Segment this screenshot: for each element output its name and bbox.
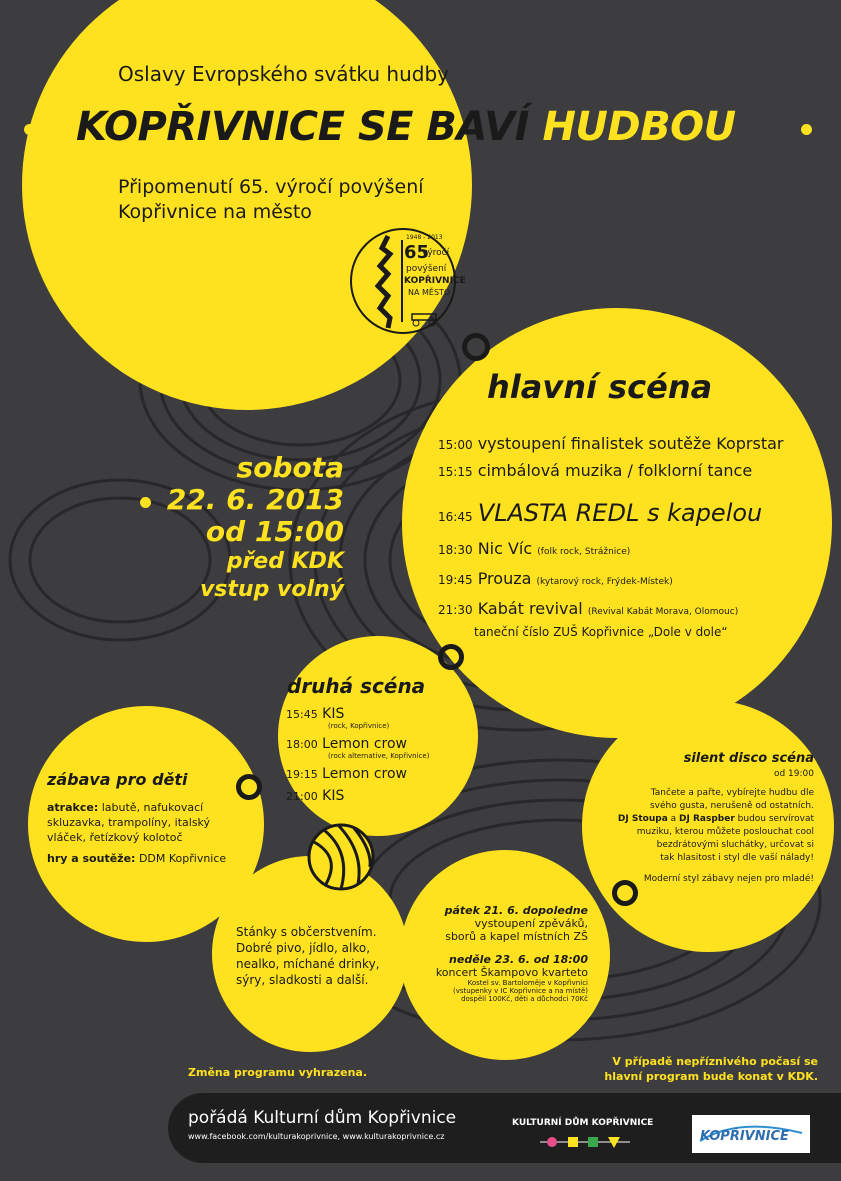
ring-accent (236, 774, 262, 800)
food-line: Stánky s občerstvením. (236, 925, 377, 939)
row-name: cimbálová muzika / folklorní tance (477, 461, 753, 480)
silent-disco-title: silent disco scéna (683, 751, 814, 766)
row-name: Nic Víc (477, 539, 533, 558)
kdk-logo-shapes (540, 1134, 630, 1152)
row-note: (rock, Kopřivnice) (328, 722, 390, 730)
row-name: Kabát revival (477, 599, 583, 618)
row-time: 19:45 (438, 573, 473, 587)
silent-disco-motto: Moderní styl zábavy nejen pro mladé! (643, 874, 814, 884)
anniversary-line-2: Kopřivnice na město (118, 201, 312, 223)
emblem-line-4: NA MĚSTO (408, 288, 451, 297)
title-accent: HUDBOU (542, 104, 736, 150)
city-logo (692, 1115, 810, 1153)
ring-accent (438, 644, 464, 670)
second-stage-row (286, 766, 466, 788)
second-stage-row (286, 788, 466, 804)
main-stage-list (438, 434, 818, 639)
row-note: (folk rock, Strážnice) (537, 547, 631, 557)
main-stage-row (438, 461, 818, 499)
weather-note (560, 1054, 818, 1084)
row-time: 18:00 (286, 738, 318, 751)
anniversary-emblem (348, 226, 466, 336)
row-note: (Revival Kabát Morava, Olomouc) (587, 607, 739, 617)
dj-and: a (670, 814, 677, 824)
row-note: (rock alternative, Kopřivnice) (328, 752, 430, 760)
silent-disco-line: tak hlasitost i styl dle vaší nálady! (660, 853, 814, 863)
second-stage-row (286, 706, 466, 722)
dj-1: DJ Stoupa (617, 814, 668, 824)
yarn-ball-graphic (306, 822, 376, 892)
event-entry: vstup volný (199, 577, 344, 602)
friday-line: sborů a kapel místních ZŠ (445, 930, 588, 943)
emblem-number: 65 (404, 242, 430, 263)
food-line: nealko, míchané drinky, (236, 957, 380, 971)
kids-text (47, 800, 247, 866)
row-name: Prouza (477, 569, 532, 588)
weather-line-1: V případě nepříznivého počasí se (612, 1055, 818, 1068)
event-time: od 15:00 (205, 515, 344, 548)
title-main: KOPŘIVNICE SE BAVÍ (76, 104, 529, 150)
kids-attr-label: atrakce: (47, 801, 99, 814)
kids-games-label: hry a soutěže: (47, 852, 136, 865)
main-stage-extra: taneční číslo ZUŠ Kopřivnice „Dole v dole“ (474, 625, 728, 639)
row-time: 21:00 (286, 790, 318, 803)
sunday-title: neděle 23. 6. od 18:00 (449, 953, 588, 966)
sunday-small: (vstupenky v IC Kopřivnice a na místě) (453, 987, 588, 995)
main-stage-row (438, 599, 818, 625)
row-time: 19:15 (286, 768, 318, 781)
row-time: 15:45 (286, 708, 318, 721)
food-text (236, 924, 379, 988)
footer-organizer: pořádá Kulturní dům Kopřivnice (188, 1108, 457, 1128)
row-time: 21:30 (438, 603, 473, 617)
kids-games-text: DDM Kopřivnice (138, 852, 227, 865)
row-name-headliner: VLASTA REDL s kapelou (477, 499, 763, 527)
silent-disco-line: muziku, kterou můžete poslouchat cool (636, 827, 814, 837)
kids-attr-text: labutě, nafukovací skluzavka, trampolíny, italský vláček, řetízkový kolotoč (47, 801, 211, 844)
emblem-line-3: KOPŘIVNICE (404, 276, 466, 286)
event-place: před KDK (226, 549, 344, 574)
main-stage-title: hlavní scéna (487, 368, 713, 406)
second-stage-title: druhá scéna (287, 674, 426, 698)
kdk-logo: KULTURNÍ DŮM KOPŘIVNICE (512, 1118, 654, 1128)
sunday-line: koncert Škampovo kvarteto (435, 966, 588, 979)
silent-disco-time: od 19:00 (773, 769, 814, 779)
footer-links[interactable]: www.facebook.com/kulturakoprivnice, www.kulturakoprivnice.cz (188, 1132, 445, 1141)
emblem-years: 1948 - 2013 (406, 234, 443, 241)
sunday-small: dospělí 100Kč, děti a důchodci 70Kč (461, 995, 588, 1003)
row-name: Lemon crow (322, 736, 408, 752)
page-title (76, 104, 736, 150)
row-note: (kytarový rock, Frýdek-Místek) (536, 577, 673, 587)
row-name: KIS (322, 788, 345, 804)
second-stage-list (286, 706, 466, 804)
friday-title: pátek 21. 6. dopoledne (444, 904, 588, 917)
row-name: Lemon crow (322, 766, 408, 782)
silent-disco-line: svého gusta, nerušeně od ostatních. (649, 801, 814, 811)
main-stage-row (438, 499, 818, 539)
silent-disco-text (594, 750, 814, 886)
row-time: 15:15 (438, 465, 473, 479)
row-time: 15:00 (438, 438, 473, 452)
sunday-small: Kostel sv. Bartoloměje v Kopřivnici (467, 979, 588, 987)
emblem-line-2: povýšení (406, 264, 447, 274)
food-line: sýry, sladkosti a další. (236, 973, 369, 987)
extra-events-text (408, 904, 588, 1003)
title-dot-right (801, 124, 812, 135)
row-name: KIS (322, 706, 345, 722)
event-info (167, 452, 344, 604)
dj-2: DJ Raspber (679, 814, 735, 824)
main-stage-row (438, 569, 818, 599)
event-date: 22. 6. 2013 (166, 483, 344, 516)
second-stage-row (286, 736, 466, 752)
title-dot-left (24, 124, 35, 135)
city-logo-text: KOPŘIVNICE (700, 1129, 789, 1144)
silent-disco-line: Tančete a pařte, vybírejte hudbu dle (650, 788, 814, 798)
change-note: Změna programu vyhrazena. (188, 1066, 367, 1079)
row-time: 16:45 (438, 510, 473, 524)
row-time: 18:30 (438, 543, 473, 557)
event-day: sobota (236, 451, 344, 484)
weather-line-2: hlavní program bude konat v KDK. (604, 1070, 818, 1083)
food-line: Dobré pivo, jídlo, alko, (236, 941, 371, 955)
date-dot (140, 497, 151, 508)
silent-disco-dj-line (594, 813, 814, 826)
kids-title: zábava pro děti (47, 770, 188, 789)
dj-rest: budou servírovat (737, 814, 814, 824)
header-subtitle: Oslavy Evropského svátku hudby (118, 62, 449, 86)
emblem-line-1: výročí (422, 248, 450, 258)
row-name: vystoupení finalistek soutěže Koprstar (477, 434, 784, 453)
friday-line: vystoupení zpěváků, (474, 917, 588, 930)
main-stage-row (438, 434, 818, 461)
anniversary-line-1: Připomenutí 65. výročí povýšení (118, 176, 424, 198)
main-stage-row (438, 539, 818, 569)
silent-disco-line: bezdrátovými sluchátky, určovat si (656, 840, 814, 850)
ring-accent (462, 333, 490, 361)
